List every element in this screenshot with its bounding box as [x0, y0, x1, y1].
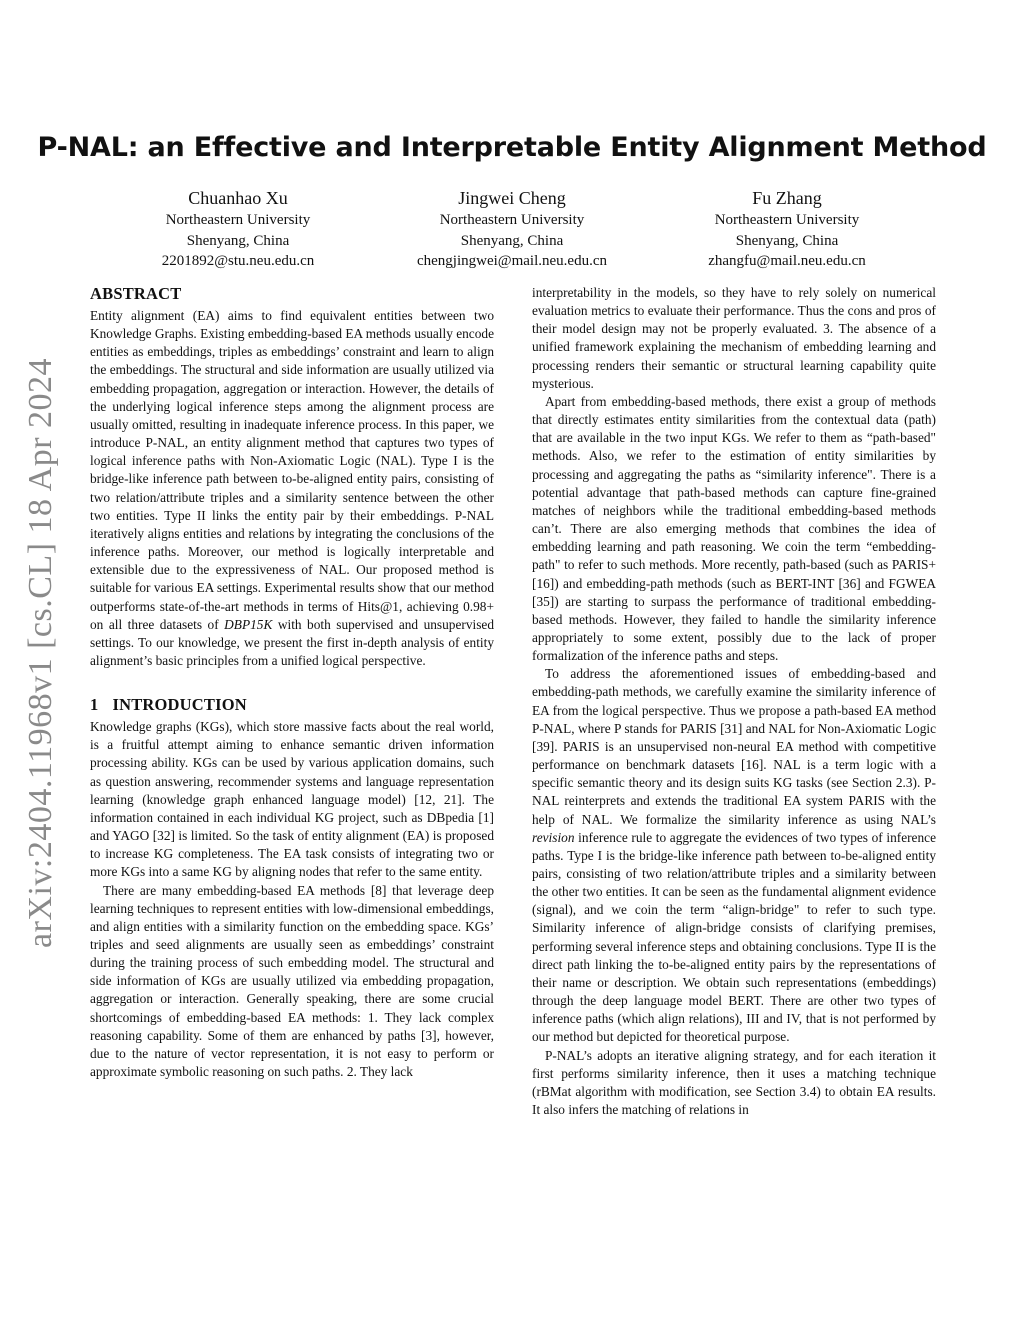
introduction-heading: [90, 695, 494, 715]
dataset-name: DBP15K: [224, 616, 273, 632]
author-block-1: [88, 186, 388, 272]
author-location: Shenyang, China: [735, 232, 839, 249]
abstract-heading: ABSTRACT: [90, 284, 182, 303]
author-affiliation: Northeastern University: [714, 212, 860, 228]
right-column: [532, 284, 936, 1119]
author-email: chengjingwei@mail.neu.edu.cn: [416, 253, 607, 269]
author-block-3: [637, 186, 937, 272]
abstract-paragraph: [90, 307, 494, 670]
author-block-2: [362, 186, 662, 272]
intro-paragraph-6: P-NAL’s adopts an iterative aligning strategy, and for each iteration it first performs similarity inference, then it uses a matching technique (rBMat algorithm with modification, see Section 3.4) to obtain EA results. It also infers the matching of relations in: [532, 1047, 936, 1118]
author-name: Chuanhao Xu: [188, 188, 288, 208]
author-affiliation: Northeastern University: [439, 212, 585, 228]
intro-paragraph-3: interpretability in the models, so they have to rely solely on numerical evaluation metrics to evaluate their performance. Thus the cons and pros of their model design may not be properly evaluated. 3. The absence of a unified framework explaining the mechanism of embedding learning and processing renders their semantic or structural learning capability quite mysterious.: [532, 285, 936, 391]
author-name: Fu Zhang: [752, 188, 822, 208]
intro-paragraph-2: There are many embedding-based EA methods [8] that leverage deep learning techniques to represent entities with low-dimensional embeddings, and align entities with a similarity function on the embedding space. KGs’ triples and seed alignments are usually seen as embeddings’ constraint during the training process of such embedding model. The structural and side information of KGs are usually utilized via embedding propagation, aggregation or interaction. Generally speaking, there are some crucial shortcomings of embedding-based EA methods: 1. They lack complex reasoning capability. Some of them are enhanced by paths [3], however, due to the nature of vector representation, it is not easy to perform or approximate symbolic reasoning on such paths. 2. They lack: [90, 882, 494, 1080]
author-location: Shenyang, China: [460, 232, 564, 249]
intro-paragraph-5-text-end: inference rule to aggregate the evidences of two types of inference paths. Type I is the bridge-like inference path between to-be-aligned entity pairs, consisting of two relation/attribute triples and a similarity between the other two entities. It can be seen as the fundamental alignment evidence (signal), and we coin the term “align-bridge" to refer to such type. Similarity inference of align-bridge consists of clarifying premises, performing several inference steps and obtaining conclusions. Type II is the direct path linking the to-be-aligned entity pairs by the representations of their name or description. We obtain such representations (embeddings) through the deep language model BERT. There are other two types of inference paths (which align relations), III and IV, that is not performed by our method but depicted for theoretical purpose.: [532, 829, 936, 1045]
abstract-text: Entity alignment (EA) aims to find equivalent entities between two Knowledge Graphs. Existing embedding-based EA methods usually encode entities as embeddings, triples as embeddings’ constraint and learn to align the embeddings. The structural and side information are usually utilized via embedding propagation, aggregation or interaction. However, the details of the underlying logical inference steps among the alignment process are usually omitted, resulting in inadequate inference process. In this paper, we introduce P-NAL, an entity alignment method that captures two types of logical inference paths with Non-Axiomatic Logic (NAL). Type I is the bridge-like inference path between to-be-aligned entity pairs, consisting of two relation/attribute triples and a similarity sentence between the other two entities. Type II links the entity pair by their embeddings. P-NAL iteratively aligns entities and relations by integrating the conclusions of the inference paths. Moreover, our method is logically interpretable and extensible due to the expressiveness of NAL. Our proposed method is suitable for various EA settings. Experimental results show that our method outperforms state-of-the-art methods in terms of Hits@1, achieving 0.98+ on all three datasets of: [90, 308, 494, 632]
author-email: 2201892@stu.neu.edu.cn: [161, 253, 315, 269]
paper-title: P-NAL: an Effective and Interpretable Entity Alignment Method: [37, 132, 987, 163]
arxiv-side-stamp: arXiv:2404.11968v1 [cs.CL] 18 Apr 2024: [22, 357, 59, 948]
revision-rule-term: revision: [532, 829, 575, 845]
section-number: 1: [90, 695, 99, 715]
section-title: INTRODUCTION: [112, 695, 247, 715]
author-affiliation: Northeastern University: [165, 212, 311, 228]
intro-paragraph-5: [532, 665, 936, 1046]
intro-paragraph-1: Knowledge graphs (KGs), which store massive facts about the real world, is a fruitful attempt aiming to enhance semantic driven information processing ability. KGs can be used by various application domains, such as question answering, recommender systems and language representation learning (knowledge graph enhanced language model) [12, 21]. The information contained in each individual KG project, such as DBpedia [1] and YAGO [32] is limited. So the task of entity alignment (EA) is proposed to increase KG completeness. The EA task consists of integrating two or more KGs into a same KG by aligning nodes that refer to the same entity.: [90, 719, 494, 880]
author-email: zhangfu@mail.neu.edu.cn: [708, 253, 866, 269]
abstract-text-end: with both supervised and unsupervised settings. To our knowledge, we present the first in-depth analysis of entity alignment’s basic principles from a unified logical perspective.: [90, 616, 494, 668]
intro-paragraph-5-text: To address the aforementioned issues of embedding-based and embedding-path methods, we carefully examine the similarity inference of EA from the logical perspective. Thus we propose a path-based EA method P-NAL, where P stands for PARIS [31] and NAL for Non-Axiomatic Logic [39]. PARIS is an unsupervised non-neural EA method with competitive performance on benchmark datasets [16]. NAL is a term logic with a specific semantic theory and its design suits KG tasks (see Section 2.3). P-NAL reinterprets and extends the traditional EA system PARIS with the help of NAL. We formalize the similarity inference as using NAL’s: [532, 666, 936, 827]
left-column: [90, 284, 494, 1081]
author-name: Jingwei Cheng: [458, 188, 566, 208]
author-location: Shenyang, China: [186, 232, 290, 249]
intro-paragraph-4: Apart from embedding-based methods, there exist a group of methods that directly estimates entity similarities from the contextual data (path) that are available in the two input KGs. We refer to them as “path-based" methods. Also, we refer to the estimation of entity similarities by processing and aggregating the paths as “similarity inference". There is a potential advantage that path-based methods can capture fine-grained matches of neighbors while the traditional embedding-based methods can’t. There are also emerging methods that combines the idea of embedding learning and path reasoning. We coin the term “embedding-path" to refer to such methods. More recently, path-based (such as PARIS+ [16]) and embedding-path methods (such as BERT-INT [36] and FGWEA [35]) are starting to surpass the performance of traditional embedding-based methods. However, they failed to handle the similarity inference appropriately to some extent, possibly due to the lack of proper formalization of the inference paths and steps.: [532, 393, 936, 664]
